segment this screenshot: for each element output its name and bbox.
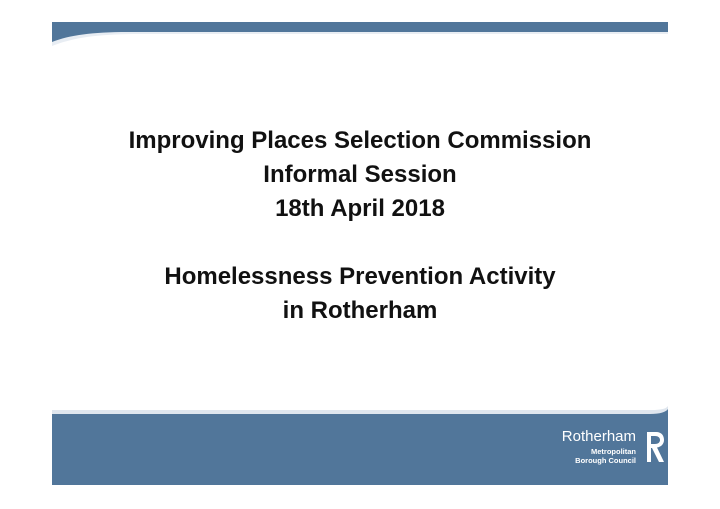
title-spacer xyxy=(60,226,660,260)
subtitle-line-1: Homelessness Prevention Activity xyxy=(164,263,556,290)
title-line-2: Informal Session xyxy=(263,161,457,188)
title-line-1: Improving Places Selection Commission xyxy=(128,127,592,154)
logo-line-borough-council: Borough Council xyxy=(575,456,636,465)
subtitle-line-2: in Rotherham xyxy=(282,297,438,324)
rotherham-r-icon xyxy=(644,430,666,464)
rotherham-council-logo xyxy=(561,428,666,468)
slide-title-block xyxy=(60,124,660,328)
logo-line-metropolitan: Metropolitan xyxy=(591,447,636,456)
logo-name: Rotherham xyxy=(561,428,636,445)
title-line-3: 18th April 2018 xyxy=(275,195,445,222)
